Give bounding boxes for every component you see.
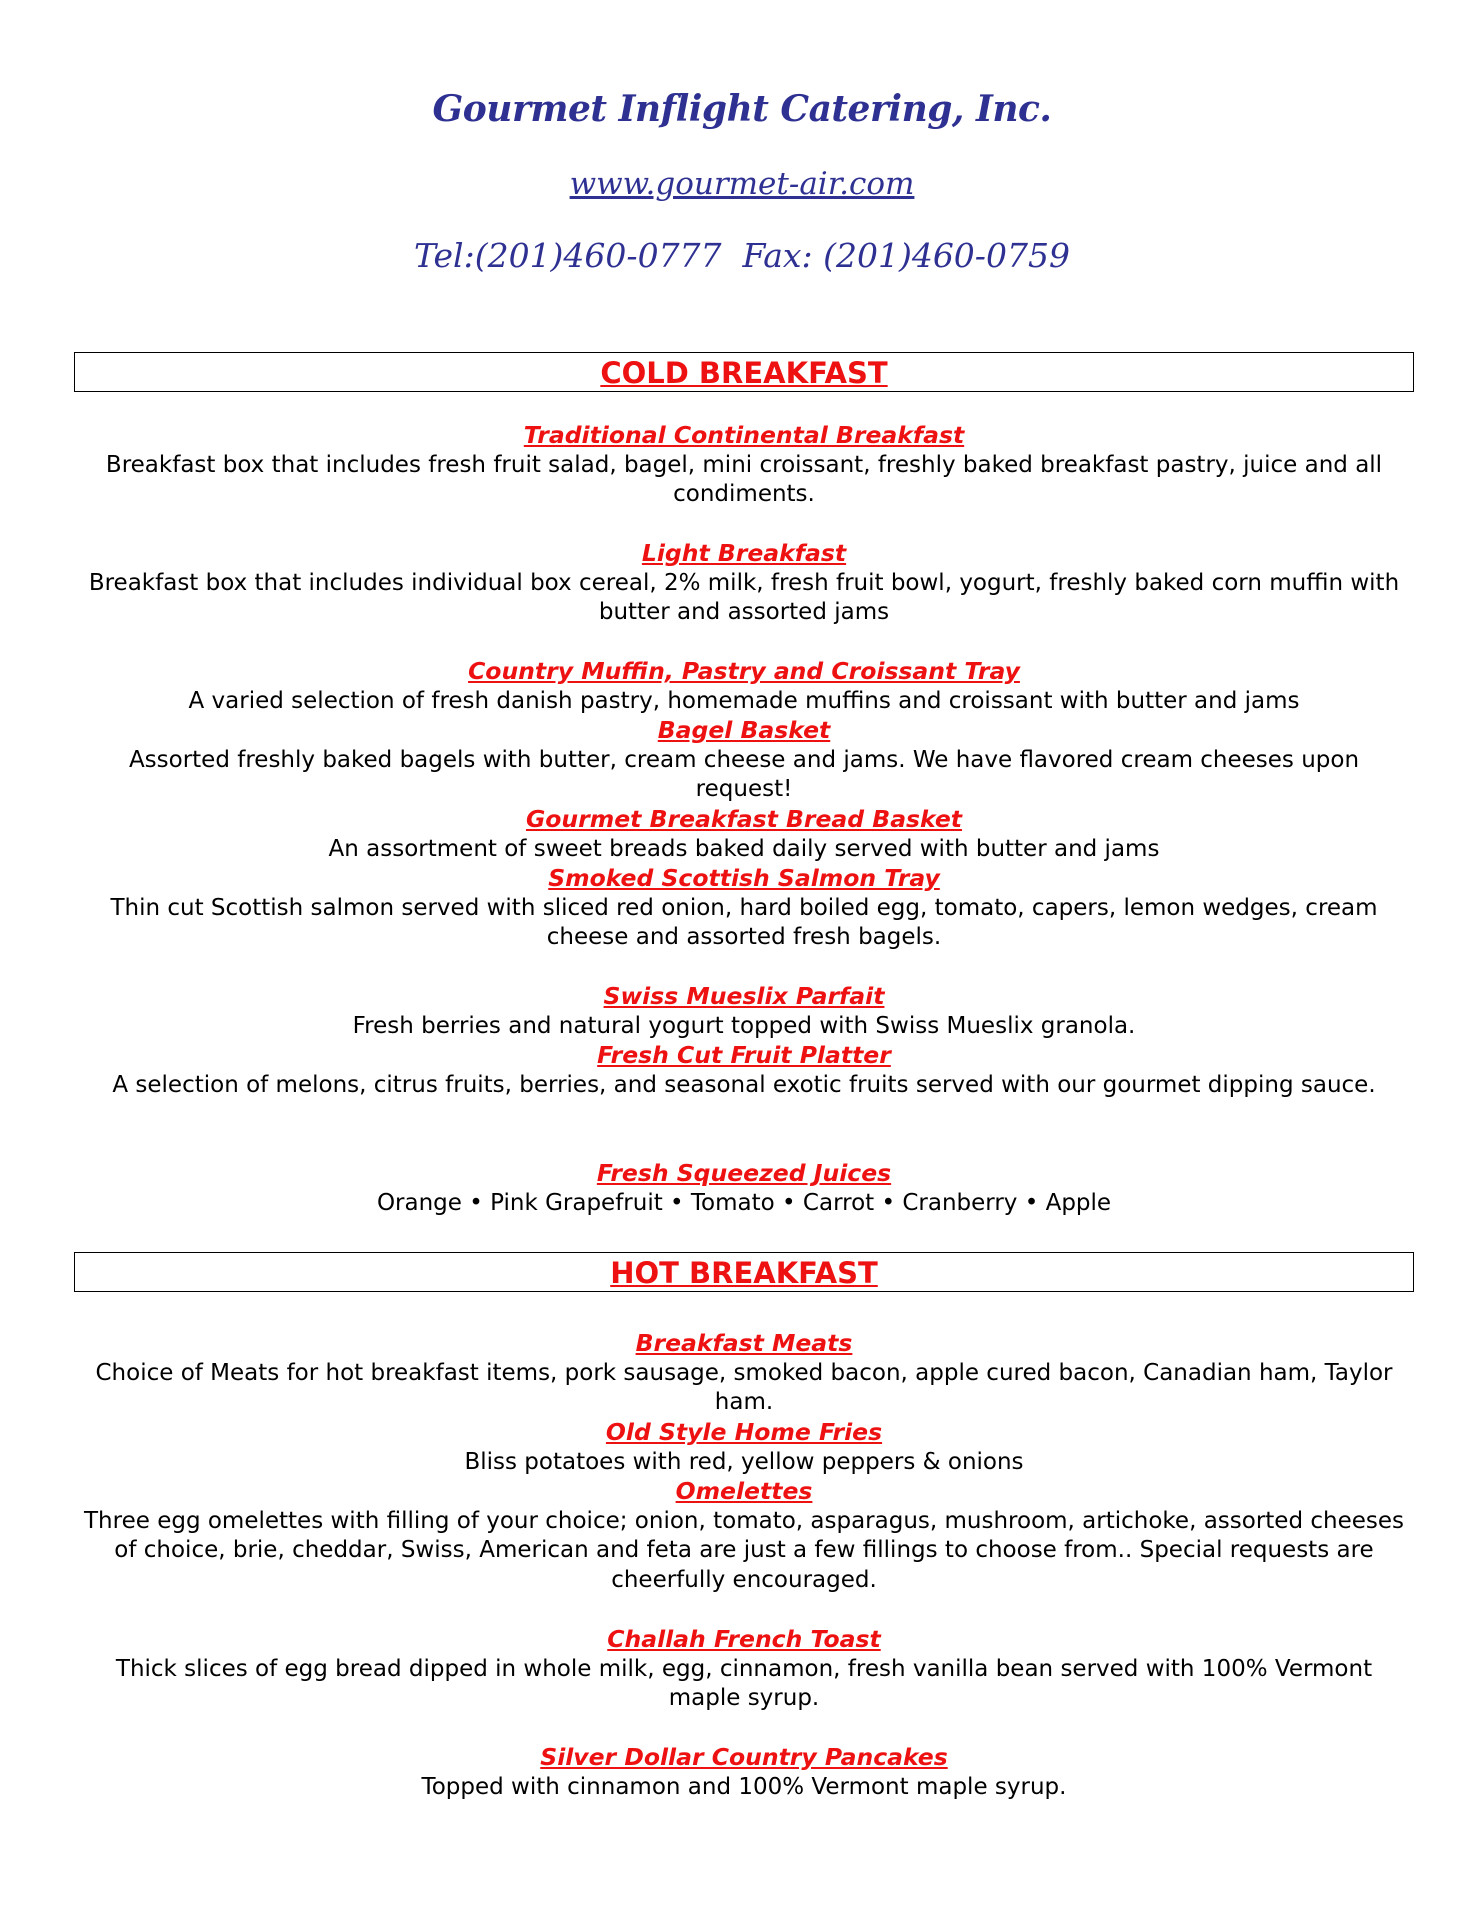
- item-description: A varied selection of fresh danish pastry, homemade muffins and croissant with butter and jams: [188, 687, 1300, 714]
- item-title: Omelettes: [675, 1477, 813, 1505]
- item-description: Fresh berries and natural yogurt topped with Swiss Mueslix granola.: [352, 1012, 1136, 1039]
- item-description: A selection of melons, citrus fruits, berries, and seasonal exotic fruits served with our gourmet dipping sauce.: [112, 1071, 1376, 1098]
- company-name: Gourmet Inflight Catering, Inc.: [432, 88, 1052, 130]
- item-description: Assorted freshly baked bagels with butter, cream cheese and jams. We have flavored cream cheeses upon request!: [128, 746, 1360, 802]
- item-description: Topped with cinnamon and 100% Vermont maple syrup.: [421, 1773, 1067, 1800]
- menu-item: [74, 1418, 1414, 1477]
- menu-item: [74, 805, 1414, 864]
- item-description: Orange • Pink Grapefruit • Tomato • Carrot • Cranberry • Apple: [376, 1189, 1112, 1216]
- menu-item: [74, 864, 1414, 953]
- hot-breakfast-heading: HOT BREAKFAST: [610, 1256, 878, 1290]
- hot-breakfast-heading-box: [74, 1252, 1414, 1292]
- cold-breakfast-heading-box: [74, 352, 1414, 392]
- item-title: Bagel Basket: [657, 716, 831, 744]
- item-title: Fresh Cut Fruit Platter: [597, 1041, 891, 1069]
- item-title: Challah French Toast: [607, 1625, 881, 1653]
- menu-item: [74, 716, 1414, 805]
- cold-breakfast-heading: COLD BREAKFAST: [600, 356, 888, 390]
- menu-item: [74, 1477, 1414, 1595]
- item-title: Fresh Squeezed Juices: [596, 1159, 892, 1187]
- item-title: Gourmet Breakfast Bread Basket: [525, 805, 963, 833]
- item-title: Smoked Scottish Salmon Tray: [548, 864, 940, 892]
- website: [0, 166, 1484, 202]
- item-description: Choice of Meats for hot breakfast items, pork sausage, smoked bacon, apple cured bacon, Canadian ham, Taylor ham.: [95, 1359, 1393, 1415]
- item-description: Thin cut Scottish salmon served with sliced red onion, hard boiled egg, tomato, capers, lemon wedges, cream cheese and assorted fresh bagels.: [110, 894, 1378, 950]
- item-title: Silver Dollar Country Pancakes: [540, 1743, 948, 1771]
- menu-item: [74, 1159, 1414, 1218]
- item-description: Bliss potatoes with red, yellow peppers & onions: [464, 1448, 1024, 1475]
- menu-item: [74, 421, 1414, 510]
- item-description: Breakfast box that includes fresh fruit salad, bagel, mini croissant, freshly baked breakfast pastry, juice and all condiments.: [105, 451, 1383, 507]
- item-description: Three egg omelettes with filling of your choice; onion, tomato, asparagus, mushroom, artichoke, assorted cheeses of choice, brie, cheddar, Swiss, American and feta are just a few fillings to choose from.. Special requests are cheerfully encouraged.: [84, 1507, 1405, 1593]
- item-description: An assortment of sweet breads baked daily served with butter and jams: [328, 835, 1160, 862]
- item-description: Breakfast box that includes individual box cereal, 2% milk, fresh fruit bowl, yogurt, freshly baked corn muffin with butter and assorted jams: [88, 569, 1400, 625]
- item-title: Swiss Mueslix Parfait: [603, 982, 885, 1010]
- menu-item: [74, 657, 1414, 716]
- item-title: Country Muffin, Pastry and Croissant Tray: [468, 657, 1020, 685]
- menu-item: [74, 539, 1414, 628]
- item-title: Breakfast Meats: [635, 1329, 853, 1357]
- menu-item: [74, 1743, 1414, 1802]
- contact-info: Tel:(201)460-0777 Fax: (201)460-0759: [414, 236, 1070, 275]
- menu-item: [74, 982, 1414, 1041]
- item-title: Traditional Continental Breakfast: [523, 421, 965, 449]
- item-description: Thick slices of egg bread dipped in whole milk, egg, cinnamon, fresh vanilla bean served with 100% Vermont maple syrup.: [115, 1655, 1373, 1711]
- menu-item: [74, 1625, 1414, 1714]
- menu-item: [74, 1041, 1414, 1100]
- item-title: Light Breakfast: [641, 539, 847, 567]
- website-link[interactable]: www.gourmet-air.com: [569, 166, 915, 202]
- menu-item: [74, 1329, 1414, 1418]
- item-title: Old Style Home Fries: [605, 1418, 883, 1446]
